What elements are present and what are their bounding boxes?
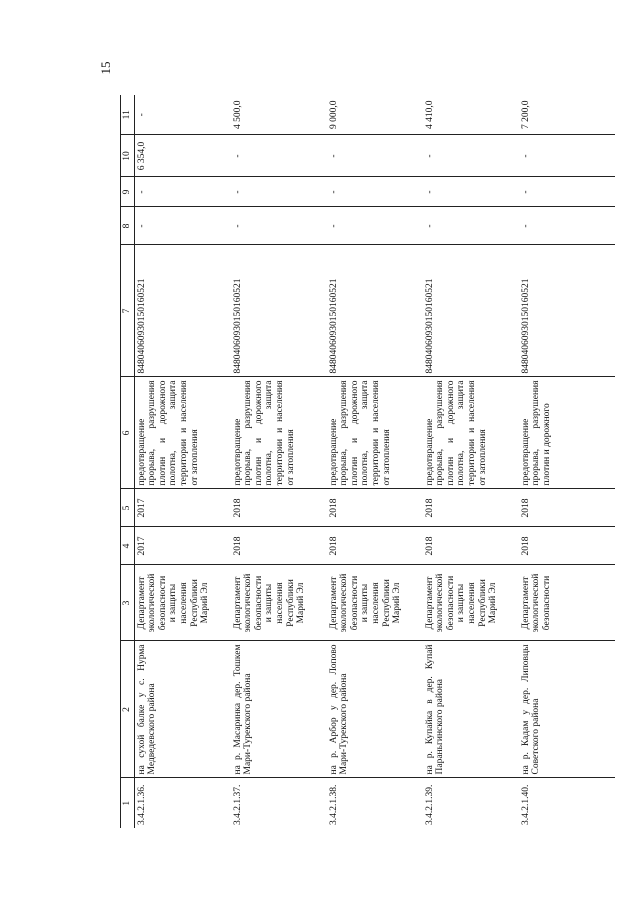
column-number: 1 [121,778,135,828]
department-line: безопасности [349,575,360,631]
responsible-department [327,565,423,641]
column-number: 7 [121,245,135,377]
value-col10: 6 354,0 [134,135,231,177]
department-line: безопасности [445,575,456,631]
value-col11: 9 000,0 [327,95,423,135]
table-row [519,95,615,828]
department-line: Марий Эл [488,582,499,624]
table-body [121,95,615,828]
department-line: безопасности [541,575,552,631]
department-line: Департамент [424,576,435,630]
budget-code: 84804060930150160521 [423,245,519,377]
department-line: Республики [189,579,200,627]
object-name: на р. Купайка в дер. Купай Параньгинского района [423,641,519,778]
department-line: Республики [285,579,296,627]
purpose: предотвращение прорыва, разрушения плотин и дорожного полотна, защита территории и населения от затопления [231,377,327,489]
department-line: безопасности [157,575,168,631]
row-number: 3.4.2.1.37. [232,784,243,825]
value-col8: - [519,207,615,245]
department-line: и защиты [264,583,275,623]
department-line: экологической [339,573,350,633]
purpose: предотвращение прорыва, разрушения плотин и дорожного полотна, защита территории и населения от затопления [327,377,423,489]
end-year: 2017 [134,489,231,527]
column-number: 6 [121,377,135,489]
department-line: экологической [435,573,446,633]
responsible-department [423,565,519,641]
column-number: 2 [121,641,135,778]
object-name: на сухой балке у с. Нурма Медведевского района [134,641,231,778]
budget-code: 84804060930150160521 [519,245,615,377]
object-name: на р. Масаринка дер. Тошкем Мари-Турекского района [231,641,327,778]
department-line: населения [178,582,189,624]
row-number: 3.4.2.1.39. [424,784,435,825]
table-row [134,95,231,828]
budget-code: 84804060930150160521 [134,245,231,377]
budget-table [120,95,615,828]
value-col11: 4 410,0 [423,95,519,135]
department-line: населения [466,582,477,624]
row-number: 3.4.2.1.40. [520,784,531,825]
value-col10: - [423,135,519,177]
table-row [231,95,327,828]
header-row [121,95,135,828]
responsible-department [231,565,327,641]
value-col8: - [134,207,231,245]
object-name: на р. Кадам у дер. Липовцы Советского района [519,641,615,778]
value-col11: 7 200,0 [519,95,615,135]
end-year: 2018 [423,489,519,527]
column-number: 3 [121,565,135,641]
value-col10: - [519,135,615,177]
start-year: 2018 [231,527,327,565]
purpose: предотвращение прорыва, разрушения плотин и дорожного полотна, защита территории и населения от затопления [134,377,231,489]
department-line: безопасности [253,575,264,631]
table-row [327,95,423,828]
page-number: 15 [98,61,113,75]
department-line: населения [274,582,285,624]
department-line: Республики [381,579,392,627]
value-col9: - [134,177,231,207]
start-year: 2018 [423,527,519,565]
budget-code: 84804060930150160521 [231,245,327,377]
rotated-table-container [120,95,552,828]
responsible-department [134,565,231,641]
purpose: предотвращение прорыва, разрушения плотин и дорожного [519,377,615,489]
responsible-department [519,565,615,641]
department-line: населения [370,582,381,624]
column-number: 9 [121,177,135,207]
value-col11: 4 500,0 [231,95,327,135]
department-line: и защиты [360,583,371,623]
department-line: Республики [477,579,488,627]
column-number: 4 [121,527,135,565]
department-line: экологической [243,573,254,633]
end-year: 2018 [327,489,423,527]
column-number: 8 [121,207,135,245]
column-number: 5 [121,489,135,527]
row-number: 3.4.2.1.38. [328,784,339,825]
object-name: на р. Арбор у дер. Лопово Мари-Турекского района [327,641,423,778]
department-line: Марий Эл [296,582,307,624]
value-col8: - [423,207,519,245]
column-number: 11 [121,95,135,135]
department-line: Департамент [232,576,243,630]
department-line: Марий Эл [392,582,403,624]
table-row [423,95,519,828]
value-col9: - [327,177,423,207]
value-col8: - [231,207,327,245]
start-year: 2018 [327,527,423,565]
start-year: 2017 [134,527,231,565]
value-col10: - [327,135,423,177]
value-col8: - [327,207,423,245]
column-number: 10 [121,135,135,177]
value-col9: - [519,177,615,207]
department-line: Департамент [328,576,339,630]
value-col10: - [231,135,327,177]
purpose: предотвращение прорыва, разрушения плотин и дорожного полотна, защита территории и населения от затопления [423,377,519,489]
department-line: Департамент [520,576,531,630]
department-line: и защиты [456,583,467,623]
department-line: экологической [147,573,158,633]
start-year: 2018 [519,527,615,565]
value-col9: - [231,177,327,207]
row-number: 3.4.2.1.36. [136,784,147,825]
budget-code: 84804060930150160521 [327,245,423,377]
end-year: 2018 [519,489,615,527]
value-col11: - [134,95,231,135]
department-line: экологической [531,573,542,633]
value-col9: - [423,177,519,207]
department-line: Департамент [136,576,147,630]
department-line: Марий Эл [200,582,211,624]
end-year: 2018 [231,489,327,527]
department-line: и защиты [168,583,179,623]
